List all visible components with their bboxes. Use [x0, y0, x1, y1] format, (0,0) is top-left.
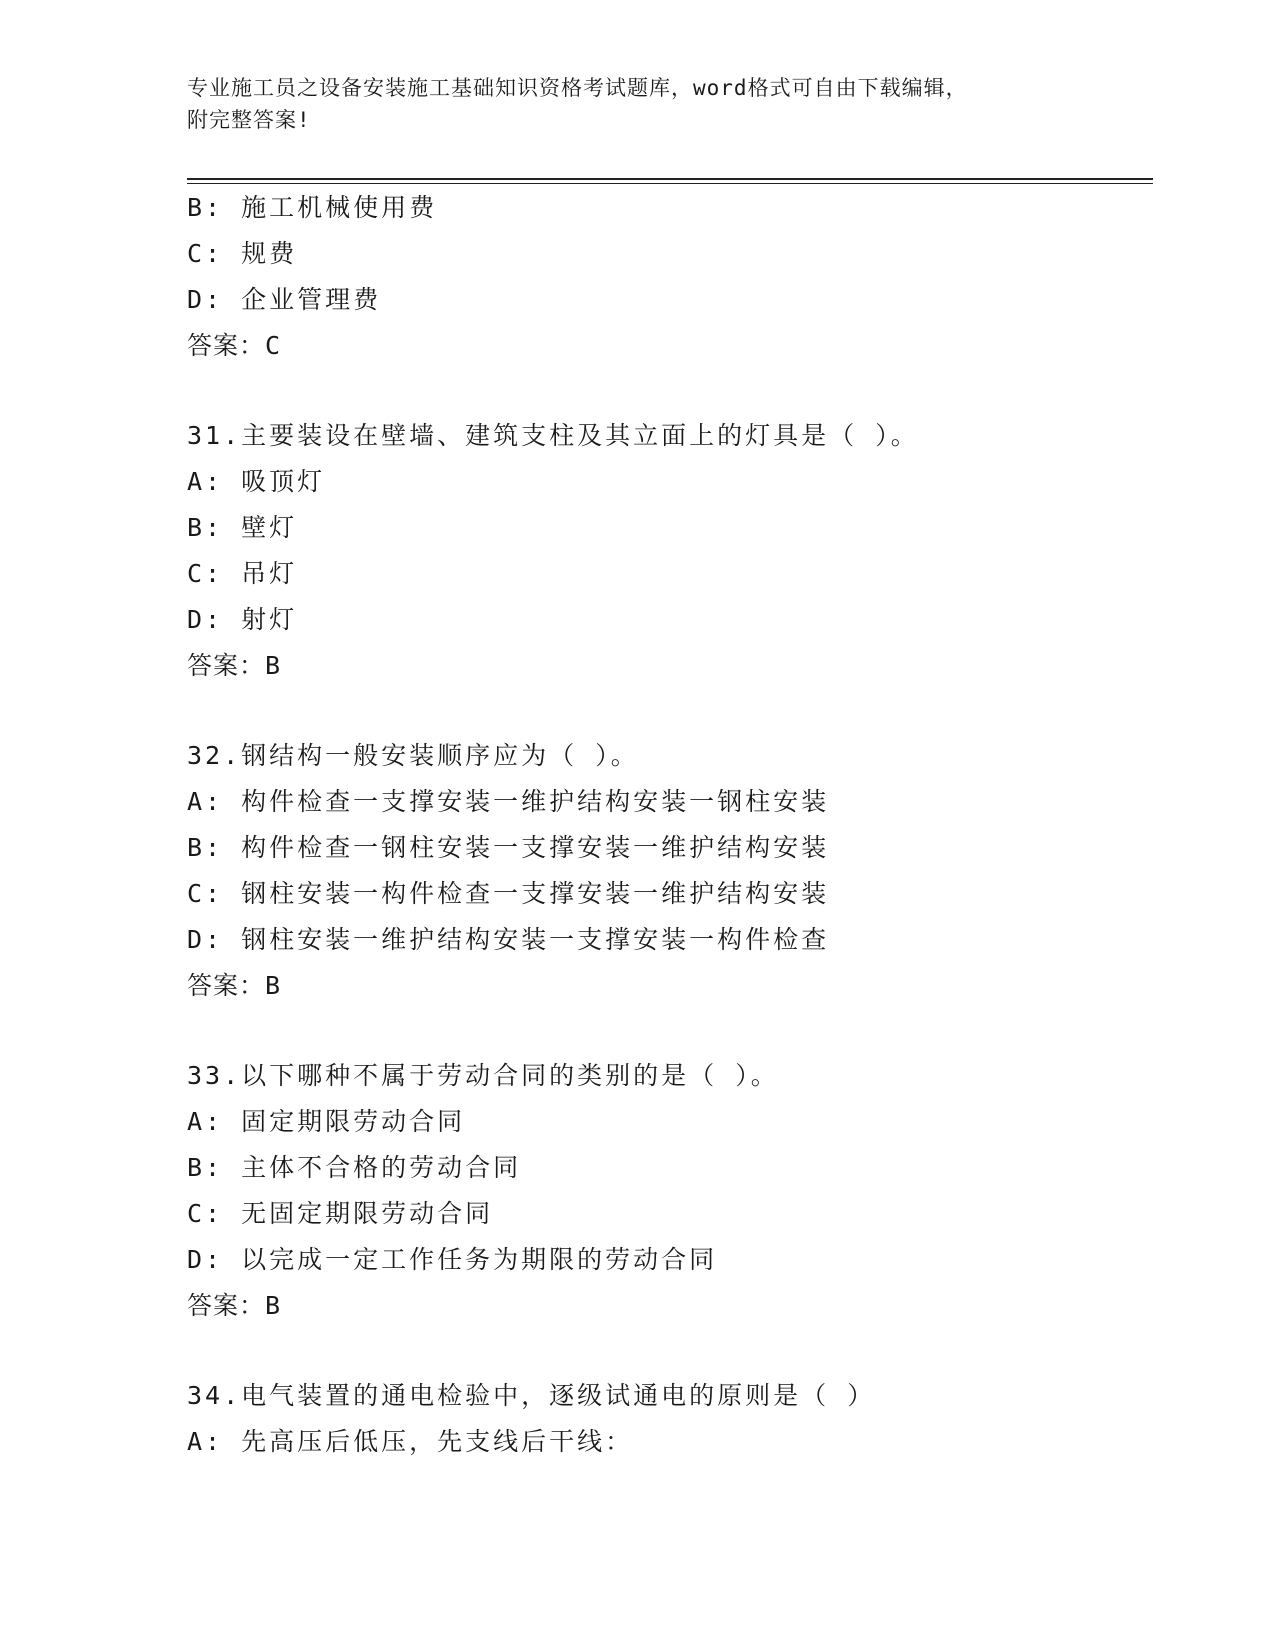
answer: 答案：B [187, 971, 282, 1000]
answer: 答案：C [187, 331, 282, 360]
option-a: A: 构件检查一支撑安装一维护结构安装一钢柱安装 [187, 787, 830, 816]
question-34 [187, 1373, 1153, 1465]
option-c: C: 吊灯 [187, 559, 298, 588]
question-content [187, 185, 1153, 1465]
option-a: A: 先高压后低压，先支线后干线： [187, 1427, 634, 1456]
question-stem: 32.钢结构一般安装顺序应为（ ）。 [187, 741, 639, 770]
option-d: D: 钢柱安装一维护结构安装一支撑安装一构件检查 [187, 925, 830, 954]
header-line-2: 附完整答案! [187, 108, 311, 132]
question-31 [187, 413, 1153, 689]
option-b: B: 施工机械使用费 [187, 193, 438, 222]
question-stem: 31.主要装设在壁墙、建筑支柱及其立面上的灯具是（ ）。 [187, 421, 919, 450]
option-d: D: 以完成一定工作任务为期限的劳动合同 [187, 1245, 718, 1274]
answer: 答案：B [187, 651, 282, 680]
header-rule-thick [187, 178, 1153, 180]
option-c: C: 无固定期限劳动合同 [187, 1199, 494, 1228]
option-b: B: 构件检查一钢柱安装一支撑安装一维护结构安装 [187, 833, 830, 862]
header-line-1: 专业施工员之设备安装施工基础知识资格考试题库，word格式可自由下载编辑， [187, 76, 968, 100]
header-rule-thin [187, 183, 1153, 184]
option-d: D: 射灯 [187, 605, 298, 634]
option-a: A: 吸顶灯 [187, 467, 326, 496]
question-32 [187, 733, 1153, 1009]
answer: 答案：B [187, 1291, 282, 1320]
option-a: A: 固定期限劳动合同 [187, 1107, 466, 1136]
option-b: B: 壁灯 [187, 513, 298, 542]
page-header [187, 72, 1087, 136]
option-b: B: 主体不合格的劳动合同 [187, 1153, 522, 1182]
option-d: D: 企业管理费 [187, 285, 382, 314]
question-stem: 34.电气装置的通电检验中，逐级试通电的原则是（ ） [187, 1381, 876, 1410]
option-c: C: 钢柱安装一构件检查一支撑安装一维护结构安装 [187, 879, 830, 908]
question-stem: 33.以下哪种不属于劳动合同的类别的是（ ）。 [187, 1061, 779, 1090]
option-c: C: 规费 [187, 239, 298, 268]
question-30-continuation [187, 185, 1153, 369]
question-33 [187, 1053, 1153, 1329]
